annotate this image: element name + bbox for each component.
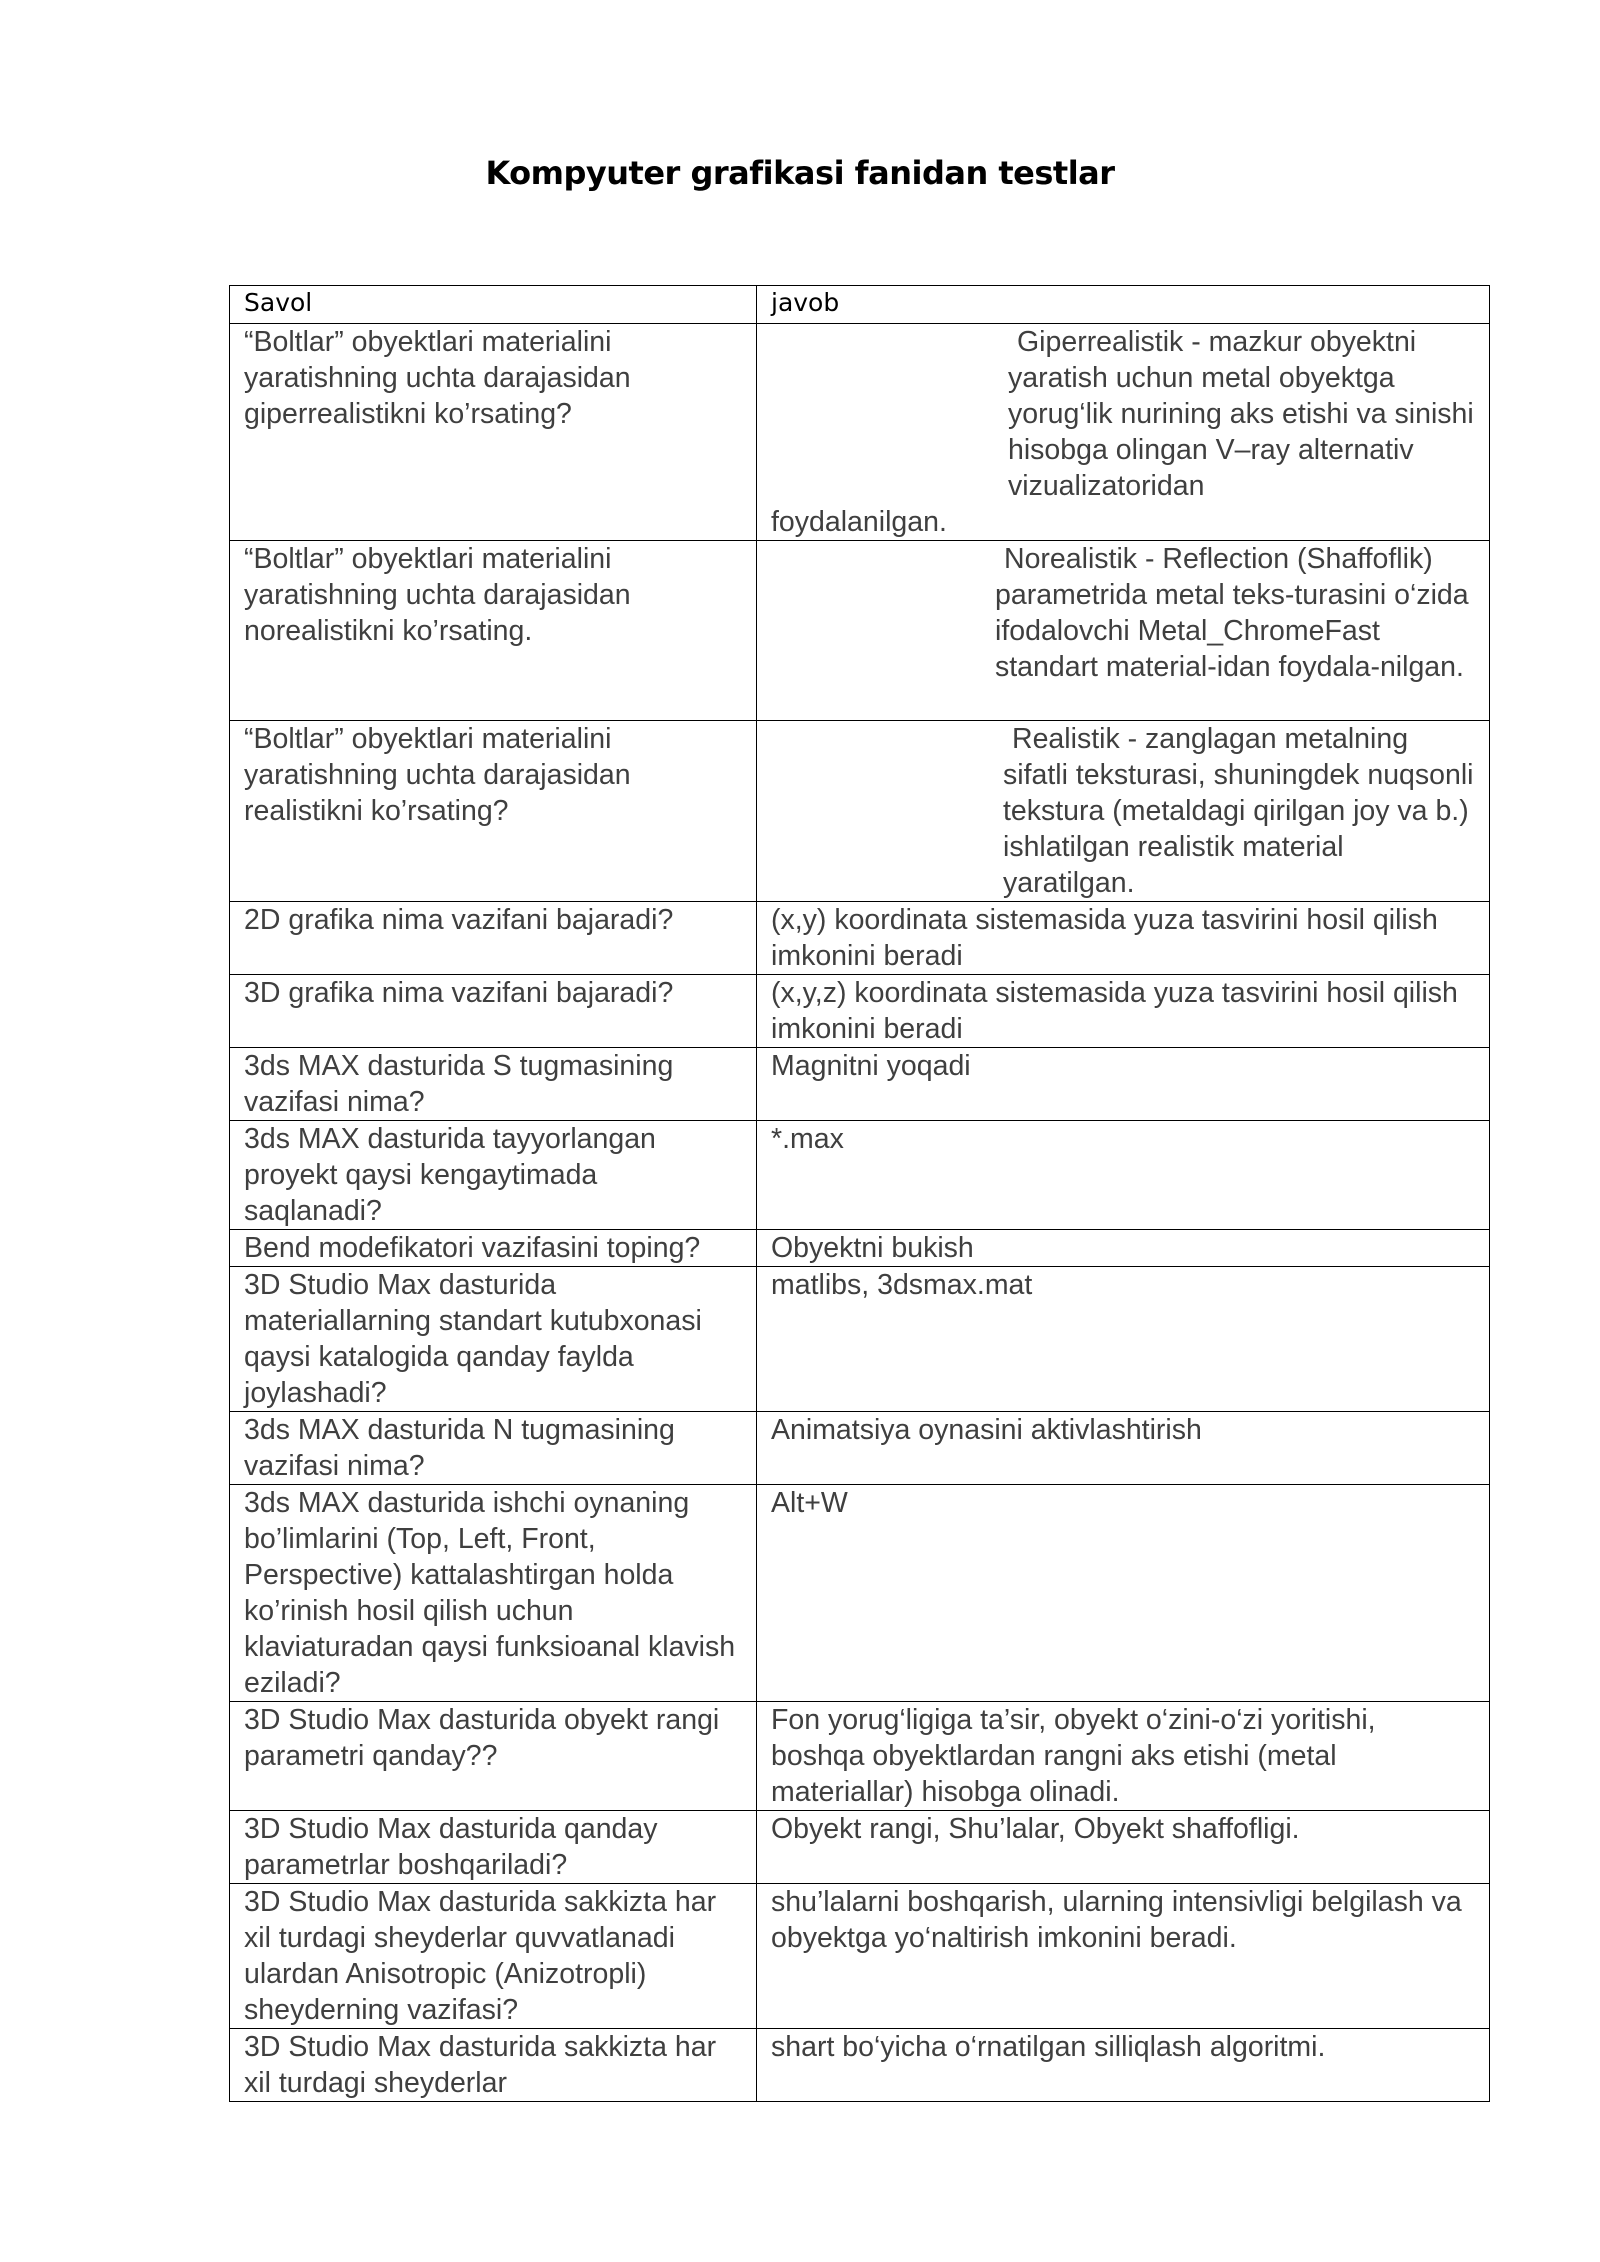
answer-text: Fon yorug‘ligiga ta’sir, obyekt o‘zini-o‘zi yoritishi, boshqa obyektlardan rangni aks etishi (metal materiallar) hisobga olinadi. [771, 1704, 1376, 1808]
table-row [230, 324, 1490, 541]
question-text: 3D Studio Max dasturida qanday parametrlar boshqariladi? [244, 1813, 658, 1881]
table-header-row [230, 286, 1490, 324]
question-text: “Boltlar” obyektlari materialini yaratishning uchta darajasidan giperrealistikni ko’rsating? [244, 326, 631, 430]
answer-cell [757, 2029, 1490, 2102]
question-cell [230, 902, 757, 975]
question-text: “Boltlar” obyektlari materialini yaratishning uchta darajasidan norealistikni ko’rsating. [244, 543, 631, 647]
qa-table [229, 285, 1490, 2102]
answer-text: (x,y,z) koordinata sistemasida yuza tasvirini hosil qilish imkonini beradi [771, 977, 1458, 1045]
question-text: Bend modefikatori vazifasini toping? [244, 1232, 701, 1264]
answer-cell [757, 721, 1490, 902]
question-cell [230, 1811, 757, 1884]
answer-cell [757, 902, 1490, 975]
question-text: 3ds MAX dasturida N tugmasining vazifasi nima? [244, 1414, 675, 1482]
answer-cell [757, 1811, 1490, 1884]
question-cell [230, 1702, 757, 1811]
question-text: 3D Studio Max dasturida materiallarning standart kutubxonasi qaysi katalogida qanday faylda joylashadi? [244, 1269, 702, 1409]
table-row [230, 975, 1490, 1048]
answer-text: Obyekt rangi, Shu’lalar, Obyekt shaffofligi. [771, 1813, 1300, 1845]
answer-text: Obyektni bukish [771, 1232, 974, 1264]
answer-text: (x,y) koordinata sistemasida yuza tasvirini hosil qilish imkonini beradi [771, 904, 1438, 972]
question-cell [230, 2029, 757, 2102]
answer-text: shart bo‘yicha o‘rnatilgan silliqlash algoritmi. [771, 2031, 1326, 2063]
table-row [230, 1485, 1490, 1702]
question-cell [230, 1485, 757, 1702]
question-cell [230, 1412, 757, 1485]
answer-cell [757, 1702, 1490, 1811]
answer-text: Magnitni yoqadi [771, 1050, 971, 1082]
answer-cell [757, 541, 1490, 721]
header-answer: javob [757, 286, 1490, 324]
table-row [230, 1121, 1490, 1230]
answer-text: *.max [771, 1123, 844, 1155]
answer-cell [757, 1230, 1490, 1267]
question-cell [230, 1884, 757, 2029]
table-row [230, 1702, 1490, 1811]
answer-cell [757, 1884, 1490, 2029]
question-text: 3ds MAX dasturida S tugmasining vazifasi nima? [244, 1050, 674, 1118]
answer-cell [757, 324, 1490, 541]
answer-text: Animatsiya oynasini aktivlashtirish [771, 1414, 1202, 1446]
answer-cell [757, 1121, 1490, 1230]
answer-cell [757, 975, 1490, 1048]
question-cell [230, 1121, 757, 1230]
table-row [230, 541, 1490, 721]
table-row [230, 2029, 1490, 2102]
question-text: 3D Studio Max dasturida sakkizta har xil turdagi sheyderlar quvvatlanadi ulardan Anisotropic (Anizotropli) sheyderning vazifasi? [244, 1886, 717, 2026]
question-cell [230, 1230, 757, 1267]
question-cell [230, 541, 757, 721]
table-row [230, 1048, 1490, 1121]
question-text: 3D Studio Max dasturida sakkizta har xil turdagi sheyderlar [244, 2031, 717, 2099]
table-row [230, 902, 1490, 975]
answer-text: Norealistik - Reflection (Shaffoflik) parametrida metal teks-turasini o‘zida ifodalovchi Metal_ChromeFast standart material-idan foydala-nilgan. [995, 543, 1469, 683]
answer-text: Realistik - zanglagan metalning sifatli teksturasi, shuningdek nuqsonli tekstura (metaldagi qirilgan joy va b.) ishlatilgan realistik material yaratilgan. [1003, 723, 1474, 899]
answer-cell [757, 1048, 1490, 1121]
question-cell [230, 324, 757, 541]
answer-cell [757, 1412, 1490, 1485]
question-cell [230, 975, 757, 1048]
question-text: 3D grafika nima vazifani bajaradi? [244, 977, 674, 1009]
question-text: 2D grafika nima vazifani bajaradi? [244, 904, 674, 936]
question-text: “Boltlar” obyektlari materialini yaratishning uchta darajasidan realistikni ko’rsating? [244, 723, 631, 827]
question-text: 3ds MAX dasturida ishchi oynaning bo’limlarini (Top, Left, Front, Perspective) kattalashtirgan holda ko’rinish hosil qilish uchun klaviaturadan qaysi funksioanal klavish eziladi? [244, 1487, 736, 1699]
question-text: 3ds MAX dasturida tayyorlangan proyekt qaysi kengaytimada saqlanadi? [244, 1123, 656, 1227]
document-title: Kompyuter grafikasi fanidan testlar [485, 154, 1115, 192]
question-text: 3D Studio Max dasturida obyekt rangi parametri qanday?? [244, 1704, 720, 1772]
table-row [230, 1267, 1490, 1412]
table-row [230, 1884, 1490, 2029]
table-row [230, 721, 1490, 902]
table-row [230, 1230, 1490, 1267]
answer-text: Giperrealistik - mazkur obyektni yaratish uchun metal obyektga yorug‘lik nurining aks etishi va sinishi hisobga olingan V–ray alternativ vizualizatoridan [1008, 326, 1474, 502]
answer-cell [757, 1485, 1490, 1702]
answer-text: matlibs, 3dsmax.mat [771, 1269, 1033, 1301]
header-question: Savol [230, 286, 757, 324]
question-cell [230, 721, 757, 902]
answer-text-tail: foydalanilgan. [771, 506, 947, 538]
table-row [230, 1811, 1490, 1884]
table-row [230, 1412, 1490, 1485]
question-cell [230, 1048, 757, 1121]
question-cell [230, 1267, 757, 1412]
answer-cell [757, 1267, 1490, 1412]
answer-text: shu’lalarni boshqarish, ularning intensivligi belgilash va obyektga yo‘naltirish imkonini beradi. [771, 1886, 1462, 1954]
answer-text: Alt+W [771, 1487, 848, 1519]
